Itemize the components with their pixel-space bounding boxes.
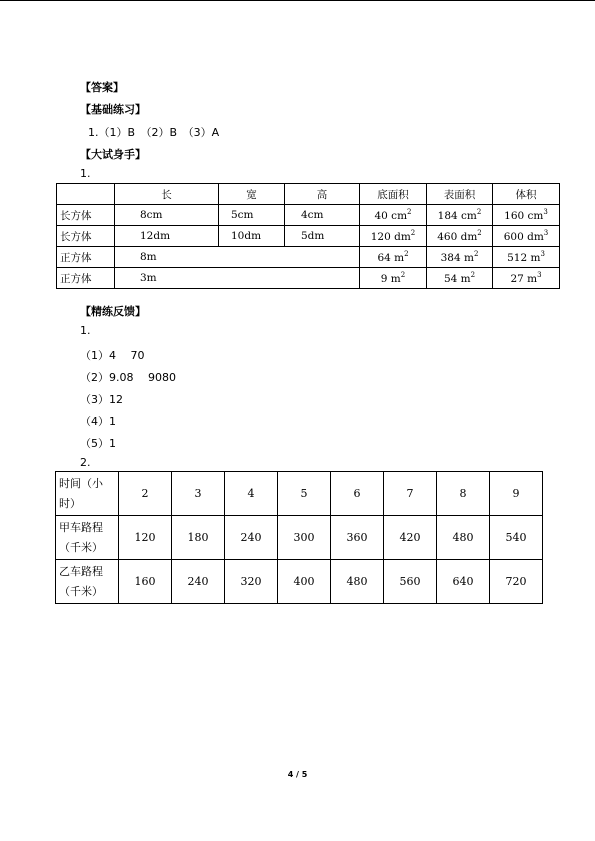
length-value: 8cm [115, 205, 219, 226]
car-b-distance: 720 [490, 560, 543, 604]
table-header-cell: 体积 [493, 184, 560, 205]
edge-value: 3m [115, 268, 360, 289]
shape-name: 正方体 [57, 247, 115, 268]
surface-area-value: 184 $cm^2$ [427, 205, 493, 226]
car-a-distance: 540 [490, 516, 543, 560]
car-a-distance: 180 [172, 516, 225, 560]
hour-cell: 7 [384, 472, 437, 516]
car-a-row-label: 甲车路程 （千米） [56, 516, 119, 560]
hour-cell: 9 [490, 472, 543, 516]
base-area-value: 64 $m^2$ [360, 247, 427, 268]
table-header-cell [57, 184, 115, 205]
car-b-distance: 240 [172, 560, 225, 604]
refine-answer-3: （3）12 [80, 393, 123, 406]
refine-answer-5: （5）1 [80, 437, 116, 450]
heading-big-test: 【大试身手】 [80, 148, 146, 161]
car-a-distance: 360 [331, 516, 384, 560]
car-b-distance: 320 [225, 560, 278, 604]
table-row-hours [56, 472, 543, 516]
page-number: 4 / 5 [287, 770, 308, 779]
table-header-cell: 长 [115, 184, 219, 205]
hour-cell: 2 [119, 472, 172, 516]
table-header-row [57, 184, 560, 205]
car-a-distance: 300 [278, 516, 331, 560]
hour-cell: 6 [331, 472, 384, 516]
car-b-row-label: 乙车路程 （千米） [56, 560, 119, 604]
dimensions-table [56, 183, 560, 289]
distance-table [55, 471, 543, 604]
base-area-value: 9 $m^2$ [360, 268, 427, 289]
table-row [57, 205, 560, 226]
basic-answers: 1.（1）B （2）B （3）A [88, 126, 220, 139]
edge-value: 8m [115, 247, 360, 268]
volume-value: 600 $dm^3$ [493, 226, 560, 247]
hour-cell: 5 [278, 472, 331, 516]
refine-q2-label: 2. [80, 456, 91, 469]
volume-value: 512 $m^3$ [493, 247, 560, 268]
heading-basic-practice: 【基础练习】 [80, 103, 146, 116]
shape-name: 正方体 [57, 268, 115, 289]
heading-refine-feedback: 【精练反馈】 [80, 305, 146, 318]
base-area-value: 40 $cm^2$ [360, 205, 427, 226]
refine-answer-4: （4）1 [80, 415, 116, 428]
table-header-cell: 高 [285, 184, 360, 205]
car-a-distance: 120 [119, 516, 172, 560]
car-b-distance: 400 [278, 560, 331, 604]
surface-area-value: 384 $m^2$ [427, 247, 493, 268]
shape-name: 长方体 [57, 226, 115, 247]
table-row [57, 268, 560, 289]
volume-value: 160 $cm^3$ [493, 205, 560, 226]
hour-cell: 3 [172, 472, 225, 516]
base-area-value: 120 $dm^2$ [360, 226, 427, 247]
car-a-distance: 240 [225, 516, 278, 560]
table-row [57, 226, 560, 247]
car-b-distance: 480 [331, 560, 384, 604]
car-b-distance: 560 [384, 560, 437, 604]
table-header-cell: 表面积 [427, 184, 493, 205]
table-header-cell: 宽 [219, 184, 285, 205]
hours-row-label: 时间（小 时） [56, 472, 119, 516]
volume-value: 27 $m^3$ [493, 268, 560, 289]
table-header-cell: 底面积 [360, 184, 427, 205]
height-value: 5dm [285, 226, 360, 247]
car-b-distance: 160 [119, 560, 172, 604]
refine-q1-label: 1. [80, 324, 91, 337]
page-top-border [0, 0, 595, 1]
refine-answer-1: （1）4 70 [80, 349, 145, 362]
height-value: 4cm [285, 205, 360, 226]
car-b-distance: 640 [437, 560, 490, 604]
table-row-car-a [56, 516, 543, 560]
surface-area-value: 54 $m^2$ [427, 268, 493, 289]
shape-name: 长方体 [57, 205, 115, 226]
refine-answer-2: （2）9.08 9080 [80, 371, 176, 384]
length-value: 12dm [115, 226, 219, 247]
car-a-distance: 480 [437, 516, 490, 560]
heading-answer: 【答案】 [80, 81, 124, 94]
hour-cell: 8 [437, 472, 490, 516]
hour-cell: 4 [225, 472, 278, 516]
width-value: 10dm [219, 226, 285, 247]
car-a-distance: 420 [384, 516, 437, 560]
width-value: 5cm [219, 205, 285, 226]
big-test-q1-label: 1. [80, 167, 91, 180]
table-row [57, 247, 560, 268]
surface-area-value: 460 $dm^2$ [427, 226, 493, 247]
table-row-car-b [56, 560, 543, 604]
